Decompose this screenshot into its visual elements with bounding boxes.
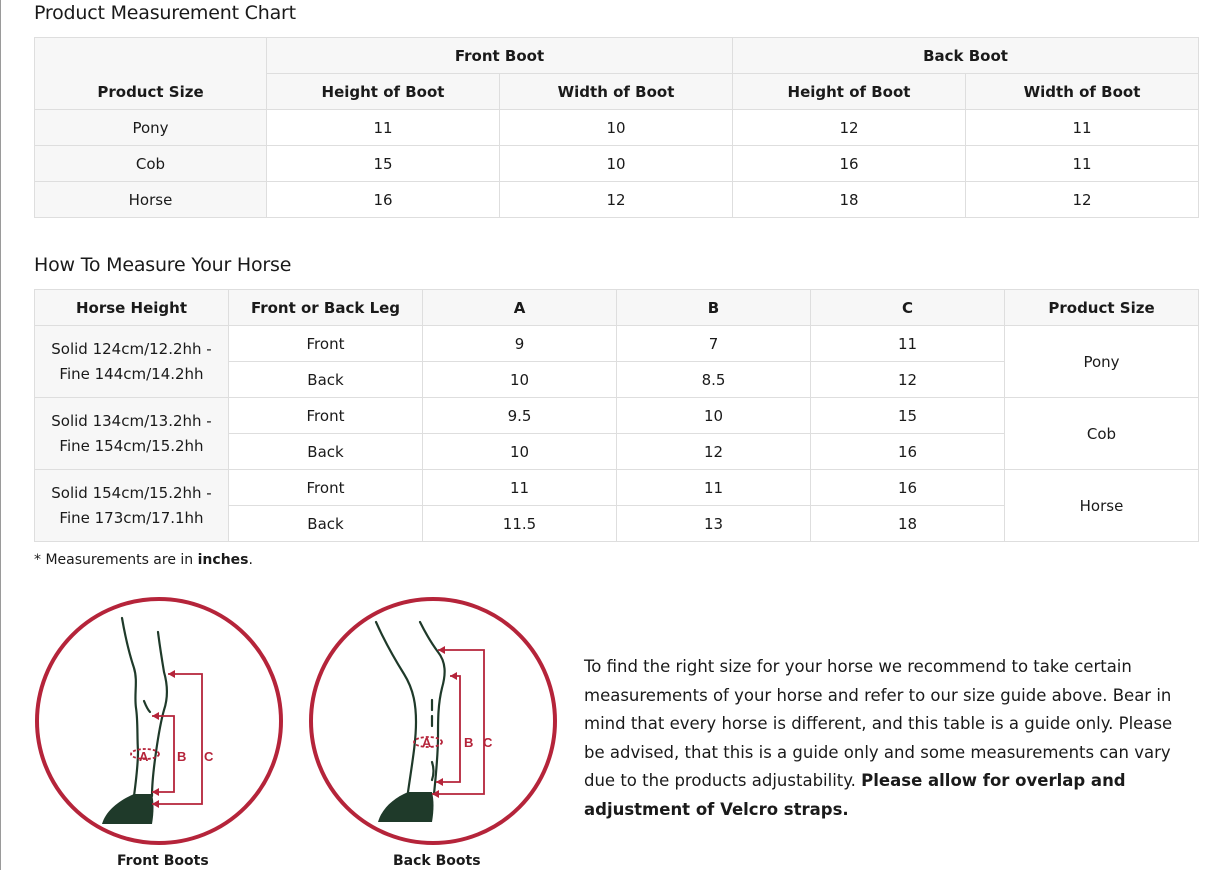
measure-b-cell: 13 (617, 506, 811, 542)
front-leg-illustration (34, 596, 284, 846)
table-row (35, 146, 1199, 182)
product-size-header: Product Size (1005, 290, 1199, 326)
footnote-suffix: . (248, 552, 253, 568)
measure-b-cell: 8.5 (617, 362, 811, 398)
front-height-cell: 16 (267, 182, 500, 218)
back-height-cell: 16 (733, 146, 966, 182)
table-row (35, 182, 1199, 218)
measure-c-cell: 11 (811, 326, 1005, 362)
back-width-cell: 11 (966, 146, 1199, 182)
horse-height-line1: Solid 134cm/13.2hh - (51, 411, 212, 430)
measure-a-cell: 10 (423, 434, 617, 470)
product-size-cell: Pony (1005, 326, 1199, 398)
size-cell: Pony (35, 110, 267, 146)
back-leg-illustration (308, 596, 558, 846)
measure-a-header: A (423, 290, 617, 326)
measure-a-cell: 11.5 (423, 506, 617, 542)
measure-a-cell: 11 (423, 470, 617, 506)
how-to-measure-table (34, 289, 1199, 542)
front-height-cell: 15 (267, 146, 500, 182)
advice-text: To find the right size for your horse we recommend to take certain measurements of your horse and refer to our size guide above. Bear in mind that every horse is different, and this table is a guide only. Please be advised, that this is a guide only and some measurements can vary due to the products adjustability. (584, 657, 1173, 791)
back-width-cell: 12 (966, 182, 1199, 218)
back-height-cell: 12 (733, 110, 966, 146)
label-b: B (464, 735, 474, 750)
front-boots-caption: Front Boots (117, 853, 209, 869)
table-row (35, 110, 1199, 146)
measure-b-cell: 12 (617, 434, 811, 470)
table-row (35, 398, 1199, 434)
sizing-advice-paragraph (584, 653, 1184, 825)
horse-height-cell (35, 326, 229, 398)
back-height-header: Height of Boot (733, 74, 966, 110)
horse-height-cell (35, 470, 229, 542)
back-boot-header: Back Boot (733, 38, 1199, 74)
product-size-cell: Horse (1005, 470, 1199, 542)
advice-bold-text: Please allow for overlap and adjustment of Velcro straps. (584, 771, 1126, 819)
horse-height-line1: Solid 124cm/12.2hh - (51, 339, 212, 358)
label-c: C (204, 749, 214, 764)
horse-height-line2: Fine 144cm/14.2hh (59, 364, 204, 383)
product-measurement-chart-title: Product Measurement Chart (34, 2, 296, 24)
measure-b-cell: 10 (617, 398, 811, 434)
front-boot-header: Front Boot (267, 38, 733, 74)
footnote-unit: inches (197, 552, 249, 568)
label-b: B (177, 749, 187, 764)
measure-b-cell: 11 (617, 470, 811, 506)
leg-cell: Back (229, 434, 423, 470)
leg-cell: Front (229, 326, 423, 362)
horse-height-cell (35, 398, 229, 470)
back-boots-caption: Back Boots (393, 853, 481, 869)
leg-cell: Front (229, 398, 423, 434)
measurement-unit-note (34, 552, 253, 568)
page-edge-line (0, 0, 1, 870)
back-width-cell: 11 (966, 110, 1199, 146)
front-width-cell: 10 (500, 110, 733, 146)
leg-cell: Front (229, 470, 423, 506)
horse-height-line1: Solid 154cm/15.2hh - (51, 483, 212, 502)
product-size-cell: Cob (1005, 398, 1199, 470)
measure-c-cell: 12 (811, 362, 1005, 398)
measure-c-cell: 18 (811, 506, 1005, 542)
horse-height-line2: Fine 154cm/15.2hh (59, 436, 204, 455)
measure-a-cell: 9 (423, 326, 617, 362)
front-width-cell: 12 (500, 182, 733, 218)
label-a: A (422, 735, 432, 750)
table-row (35, 326, 1199, 362)
table-row (35, 470, 1199, 506)
measure-c-cell: 16 (811, 434, 1005, 470)
measure-a-cell: 10 (423, 362, 617, 398)
horse-height-header: Horse Height (35, 290, 229, 326)
leg-cell: Back (229, 362, 423, 398)
size-cell: Horse (35, 182, 267, 218)
front-width-cell: 10 (500, 146, 733, 182)
horse-height-line2: Fine 173cm/17.1hh (59, 508, 204, 527)
how-to-measure-title: How To Measure Your Horse (34, 254, 292, 276)
back-height-cell: 18 (733, 182, 966, 218)
measure-c-header: C (811, 290, 1005, 326)
measure-b-cell: 7 (617, 326, 811, 362)
front-height-header: Height of Boot (267, 74, 500, 110)
front-width-header: Width of Boot (500, 74, 733, 110)
product-size-header: Product Size (35, 38, 267, 110)
label-a: A (139, 749, 149, 764)
measure-a-cell: 9.5 (423, 398, 617, 434)
product-measurement-table (34, 37, 1199, 218)
leg-cell: Back (229, 506, 423, 542)
front-height-cell: 11 (267, 110, 500, 146)
footnote-prefix: * Measurements are in (34, 552, 198, 568)
back-boots-diagram (308, 596, 558, 846)
measure-c-cell: 16 (811, 470, 1005, 506)
measure-c-cell: 15 (811, 398, 1005, 434)
measure-b-header: B (617, 290, 811, 326)
label-c: C (483, 735, 493, 750)
leg-header: Front or Back Leg (229, 290, 423, 326)
back-width-header: Width of Boot (966, 74, 1199, 110)
size-cell: Cob (35, 146, 267, 182)
front-boots-diagram (34, 596, 284, 846)
